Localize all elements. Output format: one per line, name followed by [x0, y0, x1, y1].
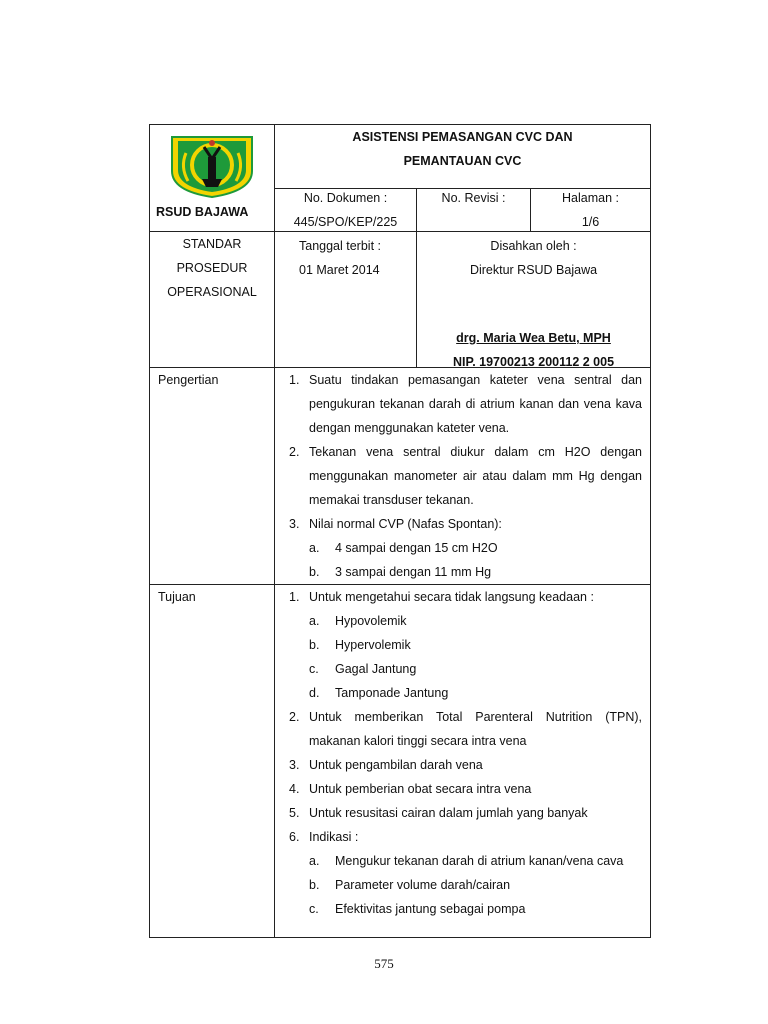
page-number: 575 [374, 956, 394, 971]
item-text: Nilai normal CVP (Nafas Spontan): [309, 517, 502, 531]
item-number: 5. [289, 806, 300, 820]
item-text: Untuk memberikan Total Parenteral Nutrition (TPN), makanan kalori tinggi secara intra vena [309, 710, 643, 748]
sub-list-item [309, 536, 642, 560]
item-number: 6. [289, 830, 300, 844]
item-number: 2. [289, 710, 300, 724]
spo-table-main [149, 124, 651, 938]
sub-item-text: Efektivitas jantung sebagai pompa [335, 902, 526, 916]
sub-item-text: Hypervolemik [335, 638, 411, 652]
sub-item-text: Parameter volume darah/cairan [335, 878, 511, 892]
tujuan-content [275, 585, 651, 938]
list-item [283, 368, 642, 440]
sub-item-letter: b. [309, 565, 320, 579]
rsud-logo-icon [166, 131, 258, 199]
sub-item-text: Hypovolemik [335, 614, 407, 628]
std-line-1: STANDAR [182, 237, 242, 251]
item-text: Untuk pengambilan darah vena [309, 758, 483, 772]
list-item [283, 801, 642, 825]
document-title [275, 125, 651, 189]
std-line-3: OPERASIONAL [167, 285, 257, 299]
pengertian-content [275, 368, 651, 585]
sub-list-item [309, 681, 642, 705]
item-text: Indikasi : [309, 830, 359, 844]
sub-list-item [309, 633, 642, 657]
list-item [283, 585, 642, 705]
sub-item-letter: a. [309, 854, 320, 868]
item-number: 4. [289, 782, 300, 796]
sub-item-letter: c. [309, 902, 319, 916]
title-line-1: ASISTENSI PEMASANGAN CVC DAN [352, 130, 573, 144]
sub-item-letter: b. [309, 878, 320, 892]
list-item [283, 440, 642, 512]
sub-item-text: 3 sampai dengan 11 mm Hg [335, 565, 492, 579]
sub-list-item [309, 560, 642, 584]
sub-item-letter: a. [309, 541, 320, 555]
org-name: RSUD BAJAWA [156, 205, 249, 219]
sub-item-letter: c. [309, 662, 319, 676]
list-item [283, 777, 642, 801]
sub-item-text: 4 sampai dengan 15 cm H2O [335, 541, 498, 555]
sub-list [309, 536, 642, 584]
item-text: Untuk pemberian obat secara intra vena [309, 782, 532, 796]
item-text: Tekanan vena sentral diukur dalam cm H2O dengan menggunakan manometer air atau dalam mm Hg dengan memakai transduser tekanan. [309, 445, 643, 507]
page-label: Halaman : [562, 191, 619, 205]
sub-list-item [309, 849, 642, 873]
item-number: 1. [289, 373, 300, 387]
revision-value [417, 207, 530, 213]
item-text: Untuk resusitasi cairan dalam jumlah yang banyak [309, 806, 588, 820]
page-cell [531, 189, 651, 232]
item-text: Untuk mengetahui secara tidak langsung keadaan : [309, 590, 594, 604]
sub-list-item [309, 657, 642, 681]
sub-item-text: Gagal Jantung [335, 662, 417, 676]
approver-nip: NIP. 19700213 200112 2 005 [452, 355, 615, 369]
sub-item-text: Tamponade Jantung [335, 686, 449, 700]
issue-date-value: 01 Maret 2014 [299, 263, 380, 277]
approver-title: Direktur RSUD Bajawa [469, 263, 598, 277]
logo-cell-main [150, 125, 275, 232]
list-item [283, 825, 642, 921]
sub-item-letter: b. [309, 638, 320, 652]
list-item [283, 705, 642, 753]
doc-number-label: No. Dokumen : [303, 191, 388, 205]
spo-label-cell [150, 232, 275, 368]
sub-item-letter: d. [309, 686, 320, 700]
item-number: 1. [289, 590, 300, 604]
list-item [283, 512, 642, 584]
sub-list [309, 849, 642, 921]
item-text: Suatu tindakan pemasangan kateter vena sentral dan pengukuran tekanan darah di atrium kanan dan vena kava dengan menggunakan kateter vena. [309, 373, 643, 435]
approver-name: drg. Maria Wea Betu, MPH [456, 331, 611, 345]
item-number: 2. [289, 445, 300, 459]
pengertian-label: Pengertian [150, 368, 275, 585]
approval-cell [417, 232, 651, 368]
sub-list-item [309, 609, 642, 633]
revision-label: No. Revisi : [441, 191, 506, 205]
title-line-2: PEMANTAUAN CVC [403, 154, 522, 168]
sub-list-item [309, 873, 642, 897]
doc-number-cell [275, 189, 417, 232]
item-number: 3. [289, 758, 300, 772]
sub-list-item [309, 897, 642, 921]
issue-date-label: Tanggal terbit : [299, 239, 381, 253]
doc-number-value: 445/SPO/KEP/225 [293, 215, 398, 229]
sub-list [309, 609, 642, 705]
item-number: 3. [289, 517, 300, 531]
sub-item-text: Mengukur tekanan darah di atrium kanan/vena cava [335, 854, 624, 868]
list-item [283, 753, 642, 777]
tujuan-label: Tujuan [150, 585, 275, 938]
approved-by-label: Disahkan oleh : [490, 239, 577, 253]
std-line-2: PROSEDUR [176, 261, 248, 275]
issue-date-cell [275, 232, 417, 368]
pengertian-list [283, 368, 642, 584]
page-value: 1/6 [581, 215, 600, 229]
revision-cell [417, 189, 531, 232]
tujuan-list [283, 585, 642, 921]
sub-item-letter: a. [309, 614, 320, 628]
